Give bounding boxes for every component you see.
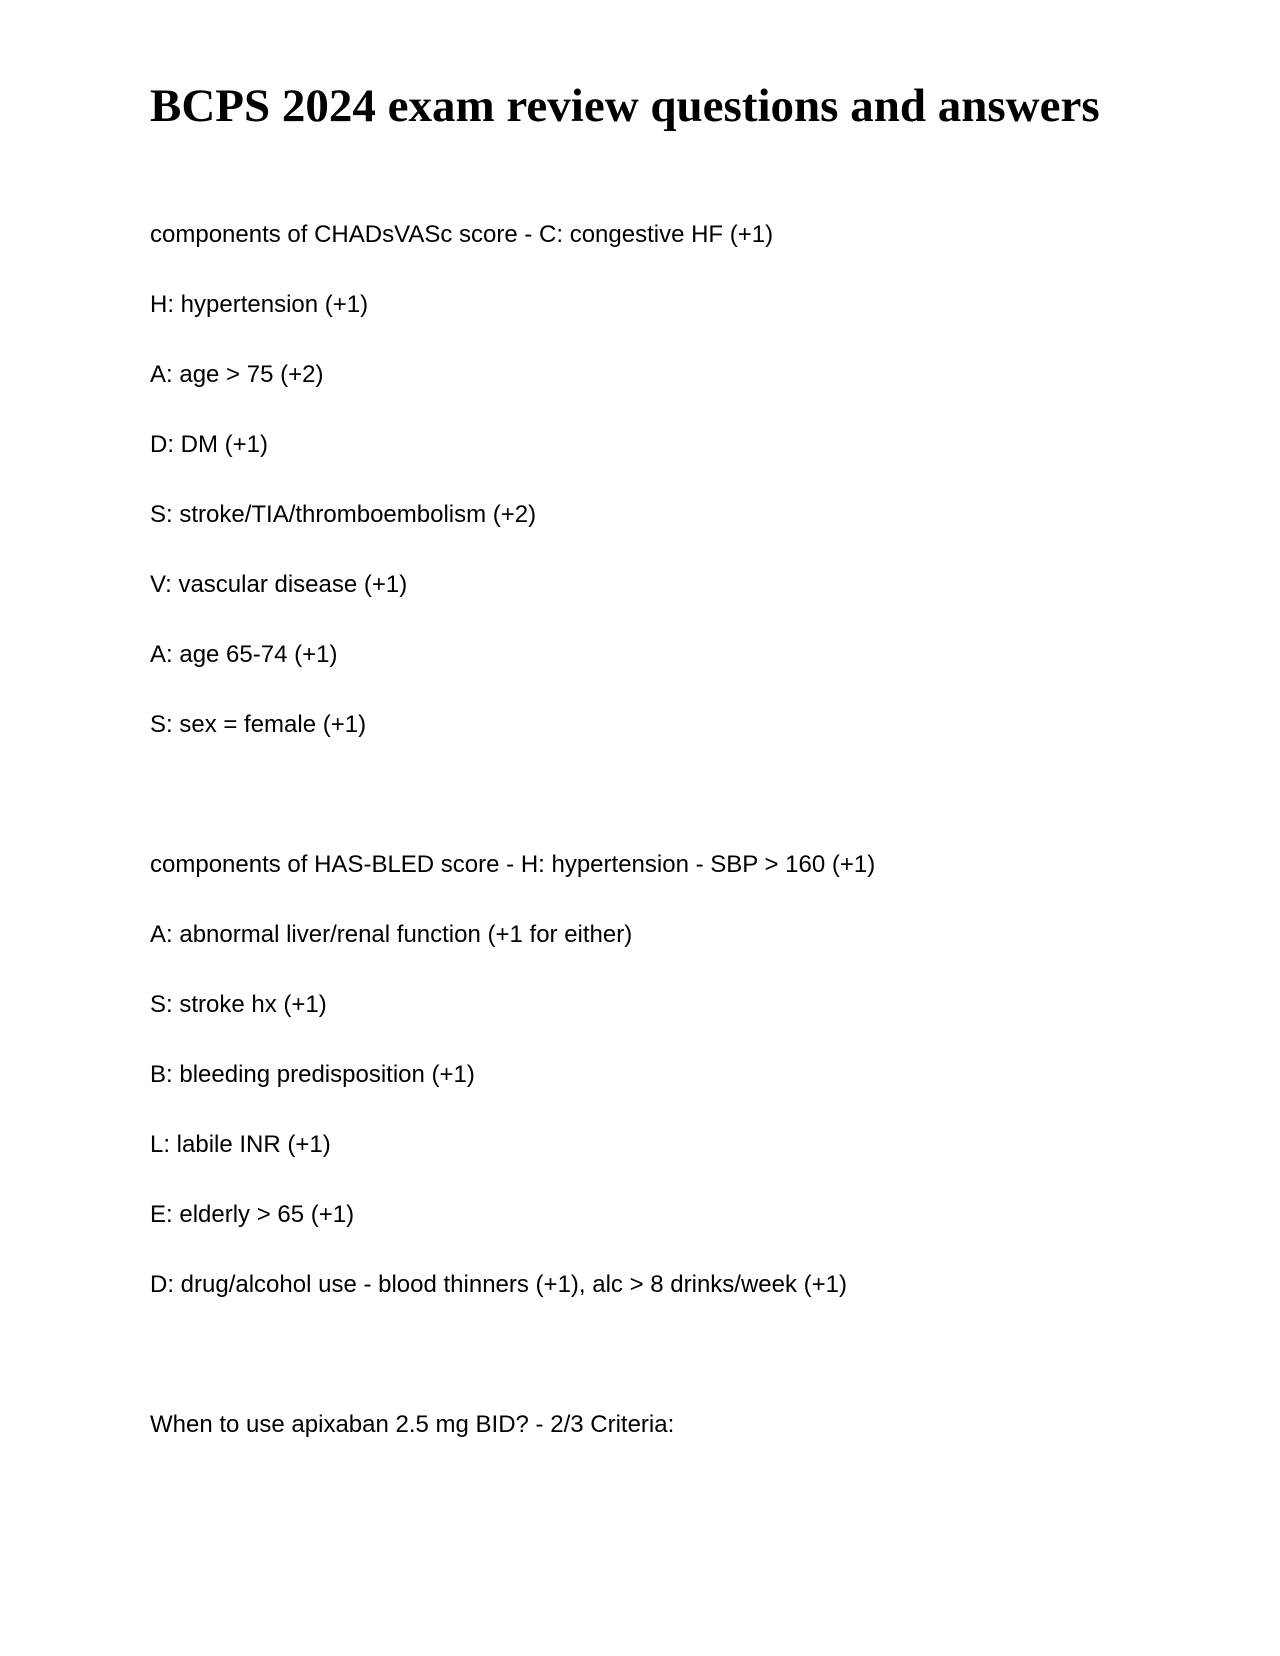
question-has-bled: components of HAS-BLED score - H: hypertension - SBP > 160 (+1) xyxy=(150,851,876,878)
answer-line: A: abnormal liver/renal function (+1 for either) xyxy=(150,921,633,948)
answer-line: D: DM (+1) xyxy=(150,431,269,458)
answer-line: A: age > 75 (+2) xyxy=(150,361,324,388)
question-apixaban: When to use apixaban 2.5 mg BID? - 2/3 Criteria: xyxy=(150,1411,675,1438)
document-title: BCPS 2024 exam review questions and answers xyxy=(150,80,1100,132)
answer-line: S: stroke/TIA/thromboembolism (+2) xyxy=(150,501,537,528)
answer-line: L: labile INR (+1) xyxy=(150,1131,331,1158)
answer-line: V: vascular disease (+1) xyxy=(150,571,408,598)
question-chadsvasc: components of CHADsVASc score - C: congestive HF (+1) xyxy=(150,221,774,248)
document-body xyxy=(150,78,1150,1438)
answer-line: D: drug/alcohol use - blood thinners (+1), alc > 8 drinks/week (+1) xyxy=(150,1271,848,1298)
answer-line: H: hypertension (+1) xyxy=(150,291,369,318)
answer-line: B: bleeding predisposition (+1) xyxy=(150,1061,475,1088)
answer-line: A: age 65-74 (+1) xyxy=(150,641,338,668)
answer-line: S: stroke hx (+1) xyxy=(150,991,327,1018)
answer-line: S: sex = female (+1) xyxy=(150,711,367,738)
answer-line: E: elderly > 65 (+1) xyxy=(150,1201,355,1228)
